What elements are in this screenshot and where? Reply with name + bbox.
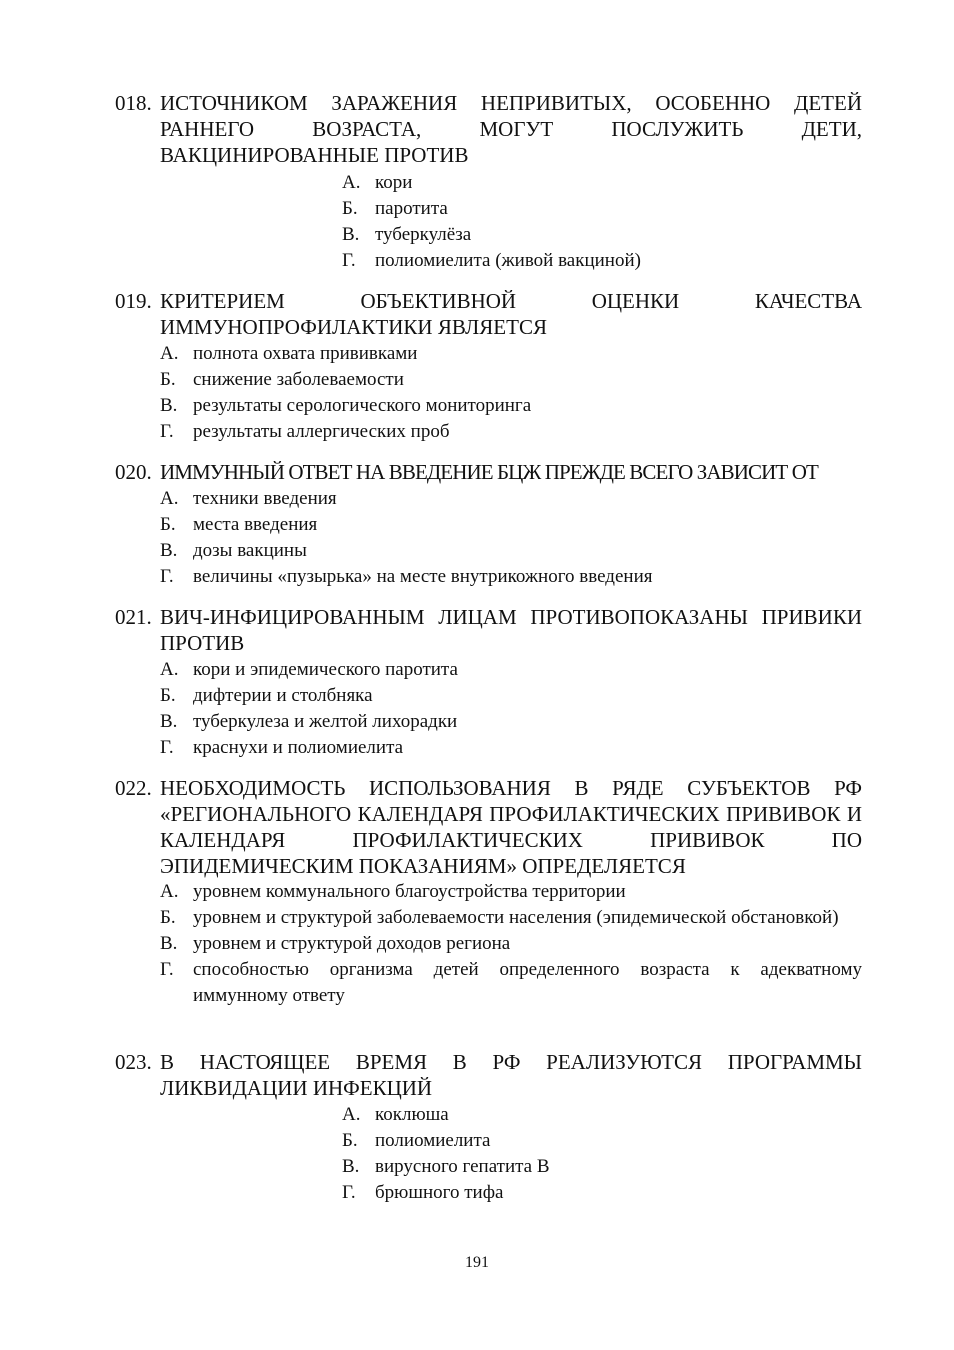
answer-option-a [160,657,862,683]
answer-option-c [342,1154,862,1180]
option-text: дозы вакцины [193,540,307,561]
answer-options [342,1102,862,1206]
option-letter: В. [160,711,178,732]
option-letter: Г. [160,566,174,587]
option-text: снижение заболеваемости [193,369,404,390]
page-number: 191 [465,1254,489,1271]
question-number: 023. [115,1050,152,1074]
answer-option-b [160,367,862,393]
answer-option-a [160,486,862,512]
question-text: ИСТОЧНИКОМ ЗАРАЖЕНИЯ НЕПРИВИТЫХ, ОСОБЕННО ДЕТЕЙ РАННЕГО ВОЗРАСТА, МОГУТ ПОСЛУЖИТЬ ДЕТИ, ВАКЦИНИРОВАННЫЕ ПРОТИВ [160,91,862,167]
answer-option-b [342,196,862,222]
option-text: уровнем и структурой заболеваемости населения (эпидемической обстановкой) [193,907,839,928]
answer-option-a [342,170,862,196]
option-letter: Б. [160,369,176,390]
option-text: способностью организма детей определенного возраста к адекватному иммунному ответу [193,959,862,1006]
question-text: НЕОБХОДИМОСТЬ ИСПОЛЬЗОВАНИЯ В РЯДЕ СУБЪЕКТОВ РФ «РЕГИОНАЛЬНОГО КАЛЕНДАРЯ ПРОФИЛАКТИЧЕСКИХ ПРИВИВОК И КАЛЕНДАРЯ ПРОФИЛАКТИЧЕСКИХ ПРИВИВОК ПО ЭПИДЕМИЧЕСКИМ ПОКАЗАНИЯМ» ОПРЕДЕЛЯЕТСЯ [160,776,862,878]
answer-option-b [160,905,862,931]
question-text: КРИТЕРИЕМ ОБЪЕКТИВНОЙ ОЦЕНКИ КАЧЕСТВА ИММУНОПРОФИЛАКТИКИ ЯВЛЯЕТСЯ [160,289,862,339]
answer-option-d [160,957,862,1009]
option-letter: Б. [160,514,176,535]
answer-option-d [342,248,862,274]
option-letter: Б. [160,685,176,706]
option-text: техники введения [193,488,337,509]
option-letter: А. [342,1104,361,1125]
option-text: туберкулеза и желтой лихорадки [193,711,458,732]
question-number: 018. [115,91,152,115]
option-text: кори и эпидемического паротита [193,659,458,680]
option-letter: Б. [160,907,176,928]
answer-option-b [160,512,862,538]
option-letter: А. [160,488,179,509]
option-letter: А. [342,172,361,193]
answer-options [160,879,862,1009]
option-text: уровнем и структурой доходов региона [193,933,511,954]
question-number: 020. [115,460,152,484]
option-letter: Г. [342,1182,356,1203]
question-text: ИММУННЫЙ ОТВЕТ НА ВВЕДЕНИЕ БЦЖ ПРЕЖДЕ ВСЕГО ЗАВИСИТ ОТ [160,460,818,484]
answer-option-d [160,735,862,761]
option-text: дифтерии и столбняка [193,685,373,706]
option-text: паротита [375,198,448,219]
question-number: 021. [115,605,152,629]
option-text: результаты аллергических проб [193,421,450,442]
answer-options [342,170,862,274]
question-number: 019. [115,289,152,313]
option-letter: В. [160,933,178,954]
answer-option-d [160,419,862,445]
answer-option-b [160,683,862,709]
question-text: ВИЧ-ИНФИЦИРОВАННЫМ ЛИЦАМ ПРОТИВОПОКАЗАНЫ ПРИВИКИ ПРОТИВ [160,605,862,655]
answer-options [160,486,862,590]
answer-option-b [342,1128,862,1154]
option-letter: В. [342,1156,360,1177]
option-letter: Г. [160,421,174,442]
option-text: кори [375,172,413,193]
answer-option-d [160,564,862,590]
option-letter: Б. [342,1130,358,1151]
answer-options [160,657,862,761]
answer-option-a [160,341,862,367]
option-letter: В. [160,540,178,561]
answer-option-c [160,393,862,419]
option-text: полиомиелита [375,1130,491,1151]
option-letter: Г. [160,959,174,980]
option-text: уровнем коммунального благоустройства территории [193,881,626,902]
option-text: брюшного тифа [375,1182,504,1203]
option-text: полнота охвата прививками [193,343,418,364]
option-text: полиомиелита (живой вакциной) [375,250,641,271]
answer-option-c [160,538,862,564]
question-number: 022. [115,776,152,800]
option-text: вирусного гепатита В [375,1156,550,1177]
answer-option-a [342,1102,862,1128]
option-letter: Г. [342,250,356,271]
option-text: величины «пузырька» на месте внутрикожного введения [193,566,653,587]
answer-option-a [160,879,862,905]
option-letter: Г. [160,737,174,758]
option-text: коклюша [375,1104,449,1125]
answer-option-c [342,222,862,248]
option-letter: А. [160,343,179,364]
option-letter: А. [160,881,179,902]
option-letter: В. [160,395,178,416]
option-letter: В. [342,224,360,245]
question-text: В НАСТОЯЩЕЕ ВРЕМЯ В РФ РЕАЛИЗУЮТСЯ ПРОГРАММЫ ЛИКВИДАЦИИ ИНФЕКЦИЙ [160,1050,862,1100]
answer-option-c [160,709,862,735]
option-text: краснухи и полиомиелита [193,737,404,758]
answer-option-c [160,931,862,957]
answer-option-d [342,1180,862,1206]
option-text: результаты серологического мониторинга [193,395,532,416]
option-letter: А. [160,659,179,680]
option-text: места введения [193,514,318,535]
option-text: туберкулёза [375,224,472,245]
answer-options [160,341,862,445]
option-letter: Б. [342,198,358,219]
